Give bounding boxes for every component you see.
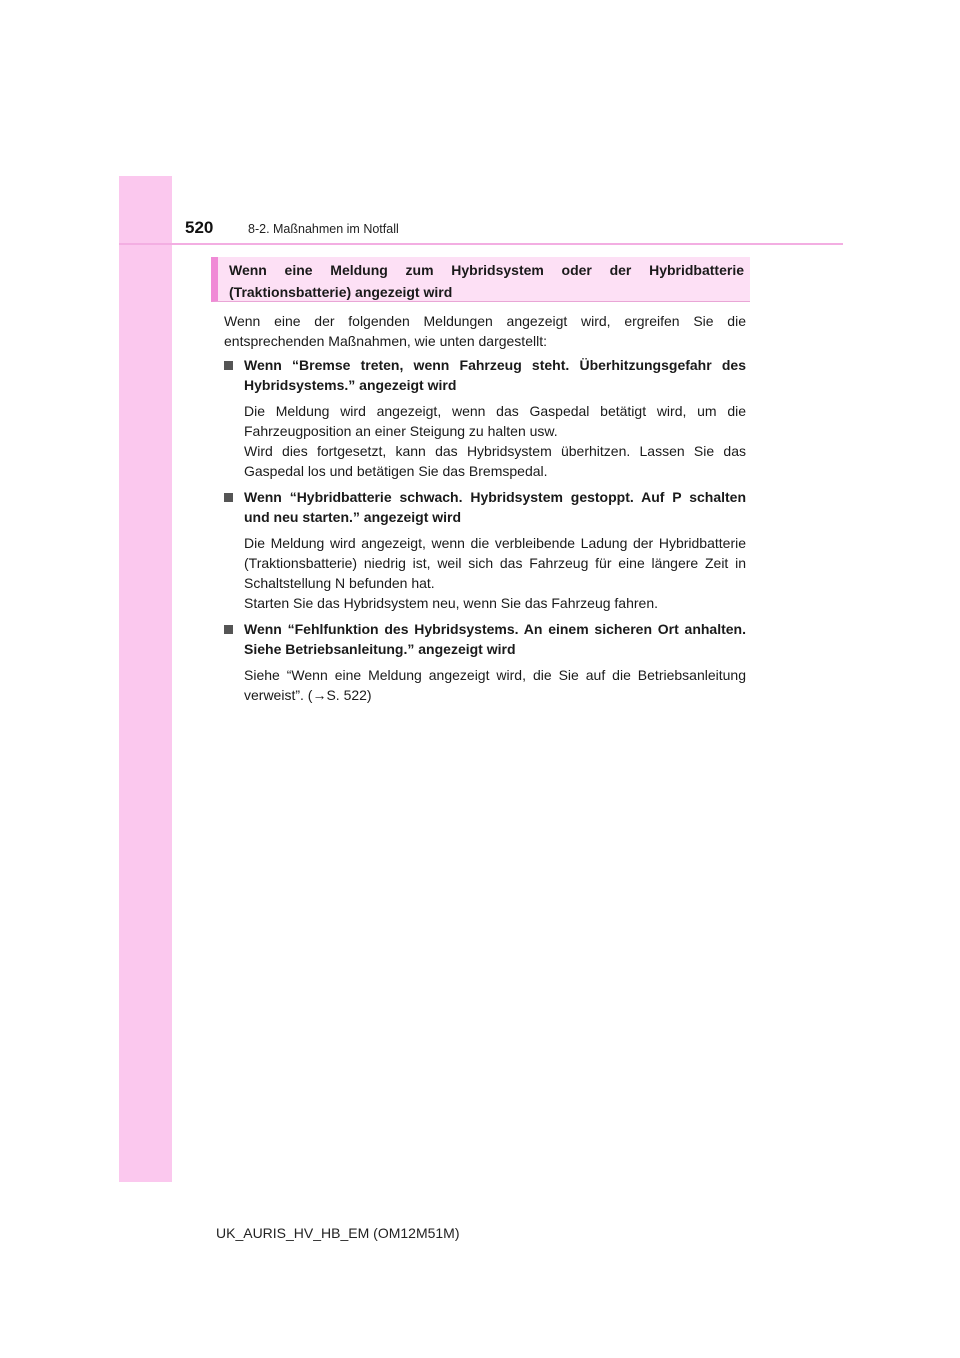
message-item-paragraph: Siehe “Wenn eine Meldung angezeigt wird, die Sie auf die Betriebsanleitung verweist”. (→S. 522) — [244, 667, 746, 703]
message-item-title — [224, 355, 746, 395]
square-bullet-icon — [224, 493, 233, 502]
message-item — [224, 355, 746, 481]
message-item-paragraph: Starten Sie das Hybridsystem neu, wenn Sie das Fahrzeug fahren. — [244, 595, 658, 611]
topic-heading: Wenn eine Meldung zum Hybridsystem oder der Hybridbatterie (Traktionsbatterie) angezeigt wird — [211, 257, 750, 302]
message-item-title — [224, 619, 746, 659]
square-bullet-icon — [224, 625, 233, 634]
square-bullet-icon — [224, 361, 233, 370]
message-item-paragraph: Die Meldung wird angezeigt, wenn das Gaspedal betätigt wird, um die Fahrzeugposition an einer Steigung zu halten usw. — [244, 403, 746, 439]
body-content — [224, 311, 746, 711]
message-item-title-text: Wenn “Hybridbatterie schwach. Hybridsystem gestoppt. Auf P schalten und neu starten.” angezeigt wird — [244, 489, 746, 525]
section-title: 8-2. Maßnahmen im Notfall — [248, 222, 399, 236]
intro-paragraph: Wenn eine der folgenden Meldungen angezeigt wird, ergreifen Sie die entsprechenden Maßnahmen, wie unten dargestellt: — [224, 313, 746, 349]
document-footer-code: UK_AURIS_HV_HB_EM (OM12M51M) — [216, 1225, 460, 1241]
message-item-body — [224, 401, 746, 481]
message-item-title — [224, 487, 746, 527]
chapter-sidebar-tab — [119, 176, 172, 1182]
message-item-paragraph: Wird dies fortgesetzt, kann das Hybridsystem überhitzen. Lassen Sie das Gaspedal los und betätigen Sie das Bremspedal. — [244, 443, 746, 479]
message-item-title-text: Wenn “Fehlfunktion des Hybridsystems. An einem sicheren Ort anhalten. Siehe Betriebsanleitung.” angezeigt wird — [244, 621, 746, 657]
message-item-body — [224, 665, 746, 705]
message-item-title-text: Wenn “Bremse treten, wenn Fahrzeug steht. Überhitzungsgefahr des Hybridsystems.” angezeigt wird — [244, 357, 746, 393]
message-item-body — [224, 533, 746, 613]
page-number: 520 — [185, 218, 214, 237]
message-item — [224, 487, 746, 613]
message-item — [224, 619, 746, 705]
header-divider — [119, 243, 843, 245]
message-item-paragraph: Die Meldung wird angezeigt, wenn die verbleibende Ladung der Hybridbatterie (Traktionsbatterie) niedrig ist, weil sich das Fahrzeug für eine längere Zeit in Schaltstellung N befunden hat. — [244, 535, 746, 591]
